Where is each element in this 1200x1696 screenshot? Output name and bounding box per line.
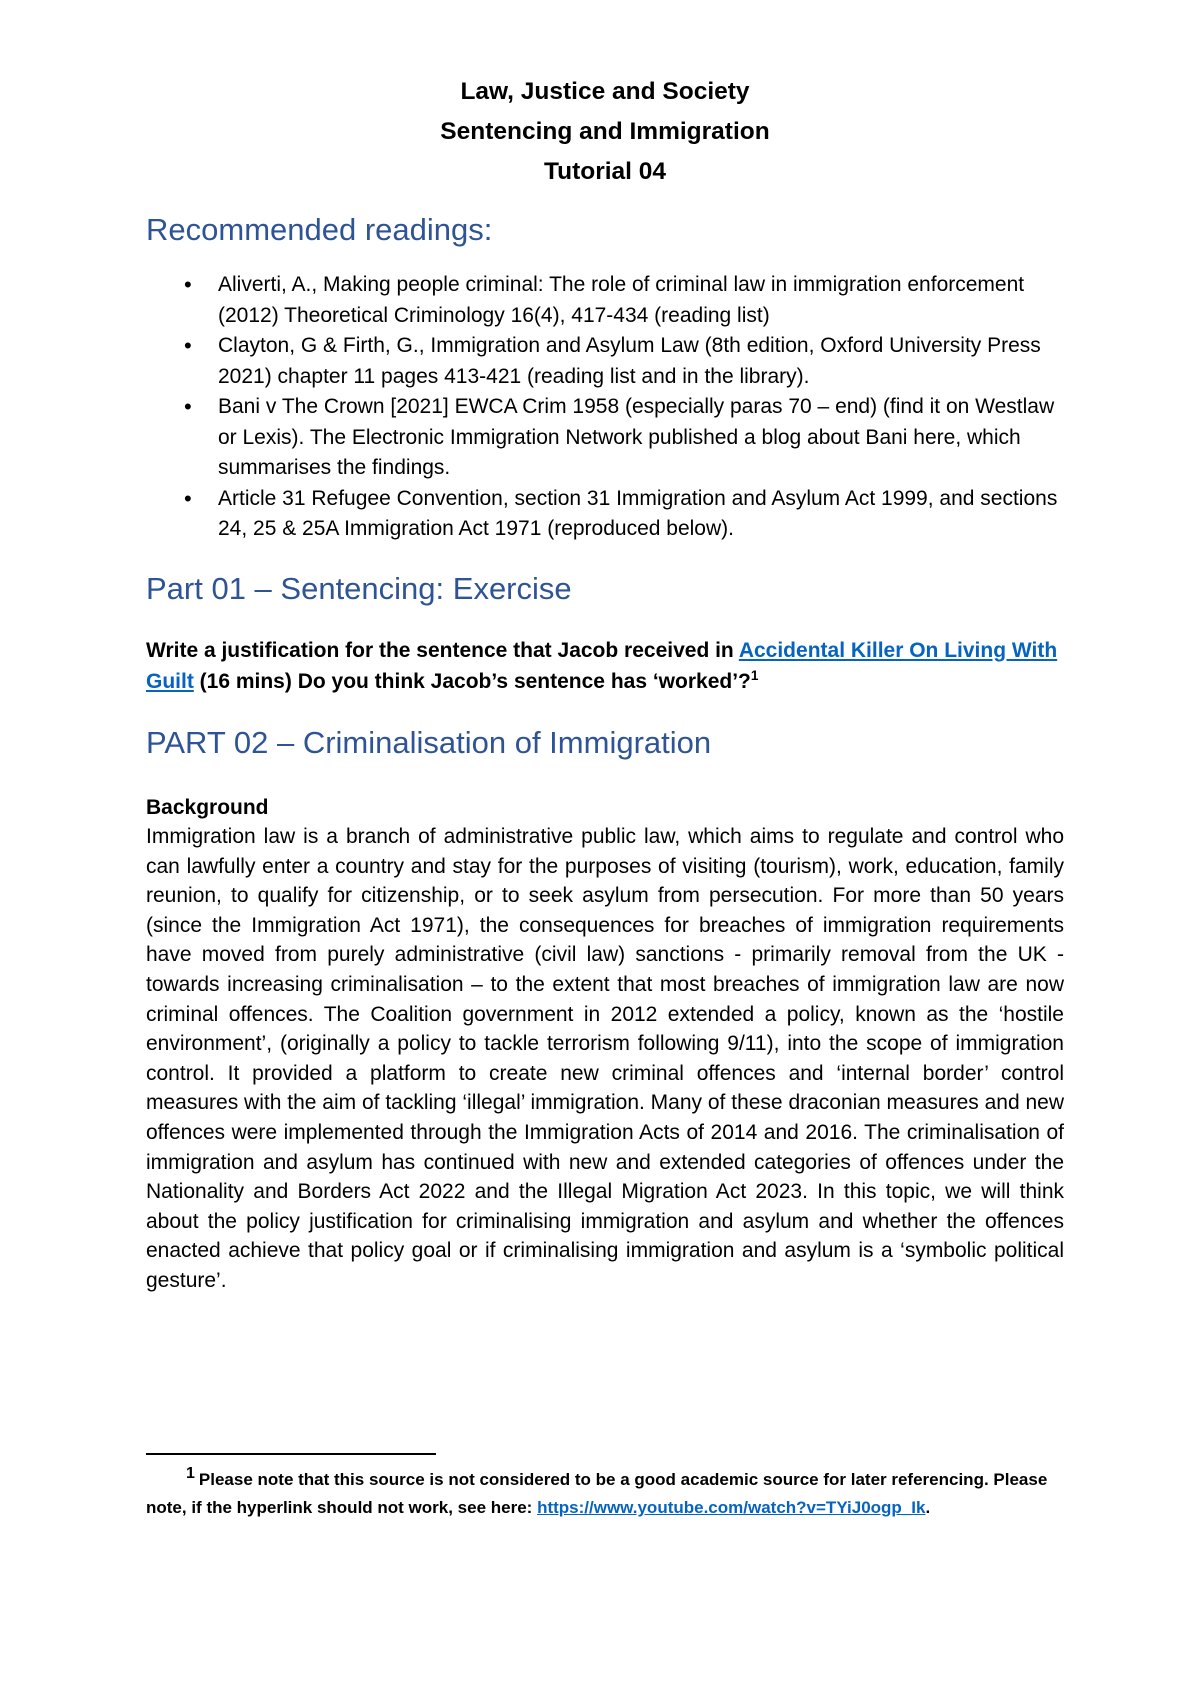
video-link[interactable]: Accidental Killer On Living With Guilt [146,638,1058,693]
footnote-separator [146,1453,436,1455]
readings-list [146,270,1064,545]
footnote [146,1466,1064,1522]
exercise-instruction [146,635,1064,697]
reading-item: • Article 31 Refugee Convention, section 31 Immigration and Asylum Act 1999, and sections 24, 25 & 25A Immigration Act 1971 (reproduced below). [146,484,1064,545]
recommended-readings-heading: Recommended readings: [146,212,493,247]
youtube-link[interactable]: https://www.youtube.com/watch?v=TYiJ0ogp_Ik [537,1498,926,1517]
reading-item: • Aliverti, A., Making people criminal: The role of criminal law in immigration enforcement (2012) Theoretical Criminology 16(4), 417-434 (reading list) [146,270,1064,331]
footnote-number: 1 [186,1465,195,1483]
exercise-text-after: (16 mins) Do you think Jacob’s sentence has ‘worked’? [193,669,751,693]
document-title [146,72,1064,192]
reading-item: • Bani v The Crown [2021] EWCA Crim 1958 (especially paras 70 – end) (find it on Westlaw or Lexis). The Electronic Immigration Network published a blog about Bani here, which summarises the findings. [146,392,1064,484]
exercise-text-before: Write a justification for the sentence that Jacob received in [146,638,739,662]
footnote-end: . [925,1498,931,1517]
footnote-text: Please note that this source is not considered to be a good academic source for later referencing. Please note, if the hyperlink should not work, see here: [146,1470,1048,1517]
reading-item: • Clayton, G & Firth, G., Immigration and Asylum Law (8th edition, Oxford University Press 2021) chapter 11 pages 413-421 (reading list and in the library). [146,331,1064,392]
title-line-2: Sentencing and Immigration [440,118,770,145]
part1-heading: Part 01 – Sentencing: Exercise [146,570,572,606]
background-heading: Background [146,795,269,819]
title-line-3: Tutorial 04 [543,158,667,185]
document-body [146,72,1064,1296]
footnote-reference[interactable]: 1 [750,667,759,683]
part2-heading: PART 02 – Criminalisation of Immigration [146,724,712,760]
title-line-1: Law, Justice and Society [460,78,750,105]
background-paragraph: Immigration law is a branch of administrative public law, which aims to regulate and control who can lawfully enter a country and stay for the purposes of visiting (tourism), work, education, family reunion, to qualify for citizenship, or to seek asylum from persecution. For more than 50 years (since the Immigration Act 1971), the consequences for breaches of immigration requirements have moved from purely administrative (civil law) sanctions - primarily removal from the UK - towards increasing criminalisation – to the extent that most breaches of immigration law are now criminal offences. The Coalition government in 2012 extended a policy, known as the ‘hostile environment’, (originally a policy to tackle terrorism following 9/11), into the scope of immigration control. It provided a platform to create new criminal offences and ‘internal border’ control measures with the aim of tackling ‘illegal’ immigration. Many of these draconian measures and new offences were implemented through the Immigration Acts of 2014 and 2016. The criminalisation of immigration and asylum has continued with new and extended categories of offences under the Nationality and Borders Act 2022 and the Illegal Migration Act 2023. In this topic, we will think about the policy justification for criminalising immigration and asylum and whether the offences enacted achieve that policy goal or if criminalising immigration and asylum is a ‘symbolic political gesture’. [146,825,1064,1292]
